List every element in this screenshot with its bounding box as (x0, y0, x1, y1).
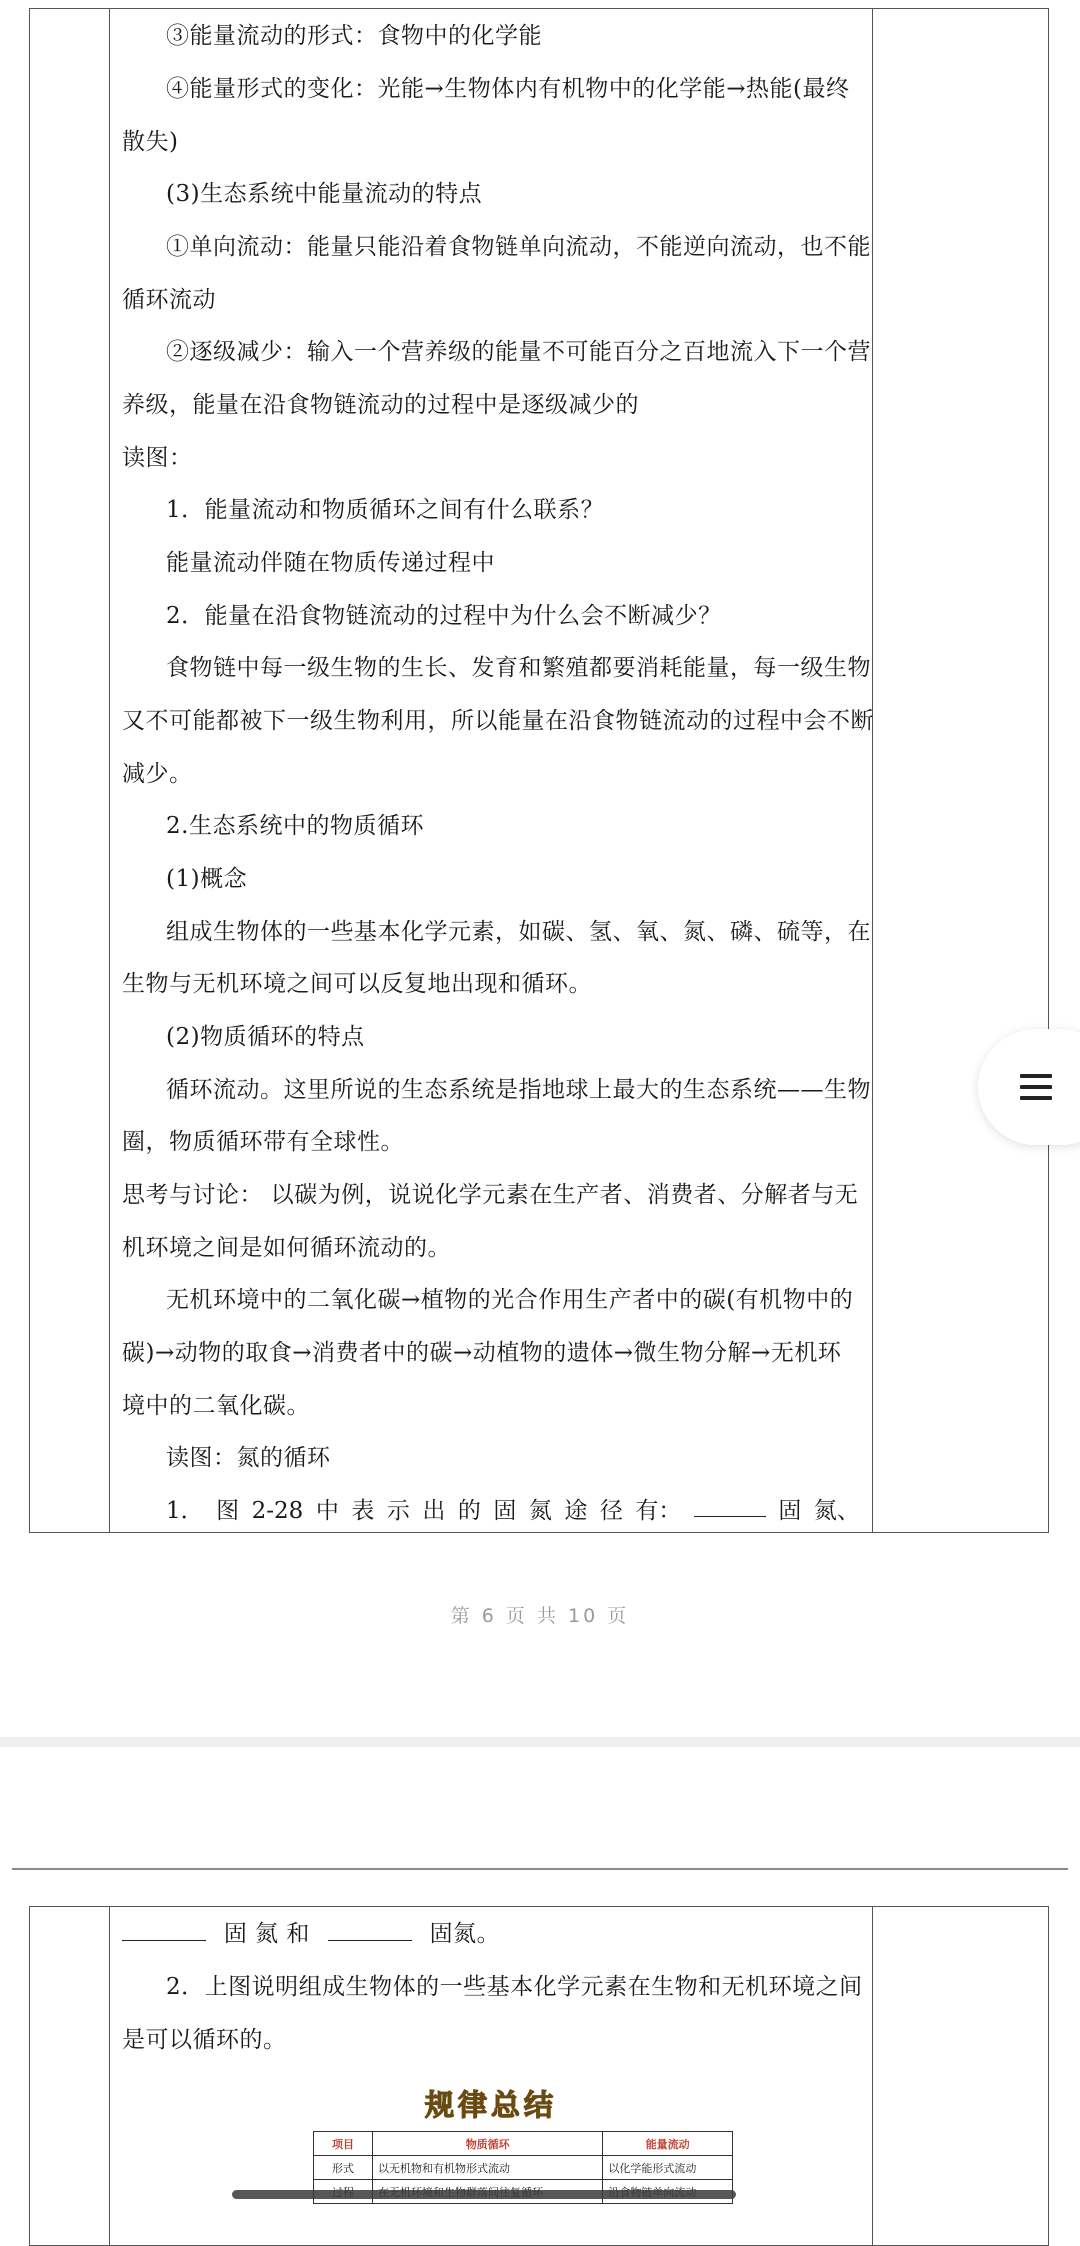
answer-blank[interactable] (694, 1496, 766, 1517)
text-line: 生物与无机环境之间可以反复地出现和循环。 (122, 971, 592, 997)
right-column (872, 1907, 1048, 2245)
page-number-footer: 第 6 页 共 10 页 (450, 1605, 630, 1627)
text-line: 循环流动。这里所说的生态系统是指地球上最大的生态系统——生物 (166, 1077, 871, 1103)
text-line: 1．能量流动和物质循环之间有什么联系？ (166, 497, 605, 523)
fill-blank-line (166, 1496, 860, 1526)
text-span: 固 氮 和 (223, 1921, 310, 1947)
page-6-table (29, 8, 1049, 1533)
word: 图 (216, 1498, 240, 1524)
text-line: ③能量流动的形式：食物中的化学能 (166, 23, 542, 49)
text-line: 散失) (122, 129, 179, 155)
text-line: 能量流动伴随在物质传递过程中 (166, 550, 495, 576)
text-line: 2．能量在沿食物链流动的过程中为什么会不断减少？ (166, 603, 722, 629)
fill-blank-line (122, 1919, 500, 1949)
text-line: 思考与讨论： 以碳为例，说说化学元素在生产者、消费者、分解者与无 (122, 1182, 859, 1208)
text-line: 循环流动 (122, 287, 216, 313)
word: 途 (564, 1498, 588, 1524)
text-line: ①单向流动：能量只能沿着食物链单向流动，不能逆向流动，也不能 (166, 234, 871, 260)
word: 径 (599, 1498, 623, 1524)
text-line: 读图： (122, 445, 193, 471)
text-line: 圈，物质循环带有全球性。 (122, 1129, 404, 1155)
summary-title: 规律总结 (424, 2088, 557, 2122)
page-top-rule (12, 1868, 1068, 1870)
home-indicator[interactable] (232, 2190, 736, 2199)
table-row (314, 2156, 733, 2180)
answer-blank[interactable] (122, 1920, 206, 1941)
right-column (872, 9, 1048, 1532)
table-header-cell: 物质循环 (373, 2132, 603, 2156)
text-line: (1)概念 (166, 866, 248, 892)
text-line: 2．上图说明组成生物体的一些基本化学元素在生物和无机环境之间 (166, 1974, 863, 2000)
text-line: 是可以循环的。 (122, 2027, 287, 2053)
text-line: 组成生物体的一些基本化学元素，如碳、氢、氧、氮、磷、硫等，在 (166, 919, 871, 945)
text-line: 读图：氮的循环 (166, 1445, 331, 1471)
table-cell: 以无机物和有机物形式流动 (373, 2156, 603, 2180)
text-line: (3)生态系统中能量流动的特点 (166, 181, 483, 207)
word: 2-28 (251, 1498, 304, 1524)
word: 有： (635, 1498, 682, 1524)
text-line: 减少。 (122, 761, 193, 787)
text-line: 2.生态系统中的物质循环 (166, 813, 424, 839)
table-header-cell: 能量流动 (603, 2132, 733, 2156)
table-cell: 以化学能形式流动 (603, 2156, 733, 2180)
word: 的 (457, 1498, 481, 1524)
left-column (30, 1907, 110, 2245)
word: 固 (493, 1498, 517, 1524)
text-line: 养级，能量在沿食物链流动的过程中是逐级减少的 (122, 392, 639, 418)
text-line: ④能量形式的变化：光能→生物体内有机物中的化学能→热能(最终 (166, 76, 850, 102)
text-line: 无机环境中的二氧化碳→植物的光合作用生产者中的碳(有机物中的 (166, 1287, 854, 1313)
text-line: (2)物质循环的特点 (166, 1024, 365, 1050)
table-header-row (314, 2132, 733, 2156)
word: 氮 (528, 1498, 552, 1524)
text-span: 固氮。 (429, 1921, 501, 1947)
word: 中 (315, 1498, 339, 1524)
word: 固 (778, 1498, 802, 1524)
left-column (30, 9, 110, 1532)
text-line: 食物链中每一级生物的生长、发育和繁殖都要消耗能量，每一级生物 (166, 655, 871, 681)
table-cell: 形式 (314, 2156, 373, 2180)
answer-blank[interactable] (328, 1920, 412, 1941)
page-separator (0, 1737, 1080, 1747)
text-line: 机环境之间是如何循环流动的。 (122, 1235, 451, 1261)
word: 1． (166, 1498, 204, 1524)
word: 表 (351, 1498, 375, 1524)
table-header-cell: 项目 (314, 2132, 373, 2156)
text-line: ②逐级减少：输入一个营养级的能量不可能百分之百地流入下一个营 (166, 339, 871, 365)
text-line: 碳)→动物的取食→消费者中的碳→动植物的遗体→微生物分解→无机环 (122, 1340, 842, 1366)
text-line: 又不可能都被下一级生物利用，所以能量在沿食物链流动的过程中会不断 (122, 708, 874, 734)
text-line: 境中的二氧化碳。 (122, 1393, 310, 1419)
word: 示 (386, 1498, 410, 1524)
word: 氮、 (813, 1498, 860, 1524)
word: 出 (422, 1498, 446, 1524)
